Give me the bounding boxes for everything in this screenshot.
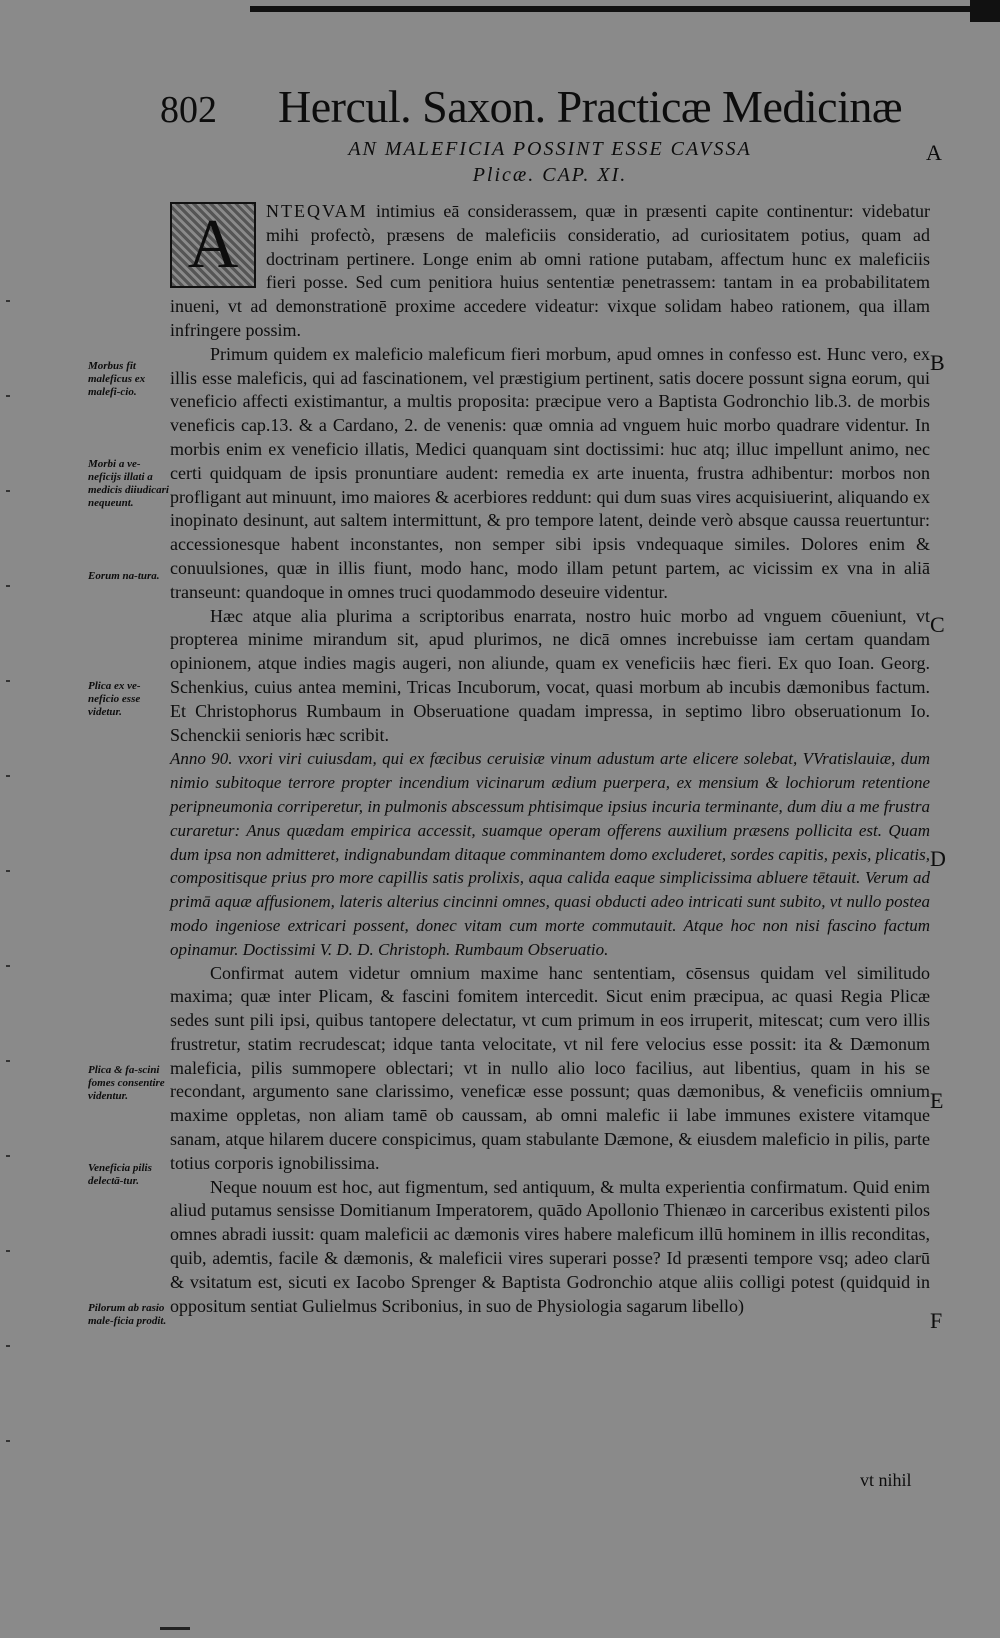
margin-note: Plica ex ve-neficio esse videtur. bbox=[88, 680, 141, 718]
margin-note: Morbus fit maleficus ex malefi-cio. bbox=[88, 360, 146, 398]
chapter-title-line1: AN MALEFICIA POSSINT ESSE CAVSSA bbox=[348, 138, 752, 160]
section-marker-c: C bbox=[930, 612, 945, 637]
margin-note: Eorum na-tura. bbox=[88, 570, 160, 582]
top-edge-rule bbox=[250, 0, 1000, 22]
section-marker-a: A bbox=[926, 140, 942, 165]
chapter-title bbox=[160, 136, 940, 188]
paragraph: Neque nouum est hoc, aut figmentum, sed antiquum, & multa experientia confirmatum. Quid enim aliud putamus sensisse Domitianum Imperatorem, quādo Apollonio Thienæo in carceribus existenti pilos omnes abradi iussit: quam maleficii ac dæmonis vires habere maleficum illū hominem in illis reconditas, quib, ademtis, facile & dæmonis, & maleficii vires superari posse? Id præsenti tempore vsq; adeo clarū & vsitatum est, sicuti ex Iacobo Sprenger & Baptista Godronchio atque aliis colligi potest (quidquid in oppositum sentiat Gulielmus Scribonius, in suo de Physiologia sagarum libello) bbox=[170, 1176, 930, 1316]
section-marker-f: F bbox=[930, 1308, 943, 1333]
paragraph bbox=[170, 200, 930, 343]
paragraph-text: intimius eā considerassem, quæ in præsenti capite continentur: videbatur mihi profectò, præsens de maleficiis consideratio, ad curiositatem potius, quam ad doctrinam pertinere. Longe enim ab omni ratione putabam, affectum hunc ex maleficiis fieri posse. Sed cum penitiora huius sententiæ penetrassem: tantam in ea probabilitatem inueni, vt ad demonstrationē proxime accedere videatur: vixque solidam habeo rationem, qua illam infringere possim. bbox=[170, 201, 930, 340]
section-marker-e: E bbox=[930, 1088, 944, 1113]
paragraph: Primum quidem ex maleficio maleficum fieri morbum, apud omnes in confesso est. Hunc vero, ex illis esse maleficis, qui ad fascinationem, vel præstigium pertinent, satis docere possunt signa eorum, qui veneficio affecti existimantur, a multis proposita: præcipue vero a Baptista Godronchio lib.3. de morbis veneficis cap.13. & a Cardano, 2. de venenis: quæ omnia ad vnguem huic morbo quadrare videntur. In morbis enim ex veneficio illatis, Medici quanquam sint doctissimi: huc atq; illuc impellunt animo, nec certi quidquam de ipsis pronuntiare audent: remedia ex arte inuenta, frustra adhibentur: morbos non profligant aut minuunt, imo maiores & acerbiores reddunt: qui dum suas vires acquisiuerint, aliquando ex inopinato desinunt, aut saltem intermittunt, & pro tempore latent, deinde verò absque caussa reuertuntur: accessionesque habent inconstantes, non semper sibi ipsis vndequaque similes. Dolores enim & conuulsiones, quæ in illis fiunt, modo hanc, modo illam petunt partem, ac vicissim ex vna in aliā transeunt: quandoque in omnes truci quodammodo deseuire videntur. bbox=[170, 343, 930, 602]
chapter-title-line2: Plicæ. CAP. XI. bbox=[472, 164, 628, 186]
section-marker-b: B bbox=[930, 350, 945, 375]
opening-word: NTEQVAM bbox=[266, 201, 368, 221]
margin-note: Morbi a ve-neficijs illati a medicis diiudicari nequeunt. bbox=[88, 458, 169, 509]
margin-note: Veneficia pilis delectā-tur. bbox=[88, 1162, 152, 1187]
paragraph: Confirmat autem videtur omnium maxime hanc sententiam, cōsensus quidam vel similitudo maxima; quæ inter Plicam, & fascini fomitem intercedit. Sicut enim præcipua, ac quasi Regia Plicæ sedes sunt pili ipsi, quibus tantopere delectatur, vt cum primum in eos irruperit, mitescat; cum vero illis frustretur, statim recrudescat; idque tanta velocitate, vt nil fere velocius esse possit: ita & Dæmonum maleficia, pilis summopere oblectari; vt in nullo alio loco facilius, aut libentius, quam in his se recondant, argumento sane clarissimo, veneficæ esse possunt; quas dæmonibus, & veneficiis omnium maxime oppletas, non aliam tamē ob caussam, ab omni malefic ii labe immunes existere vitamque sanam, atque hilarem ducere conspicimus, quam stabulante Dæmone, & eiusdem maleficio in pilis, parte totius corporis ignobilissima. bbox=[170, 962, 930, 1173]
ink-blot bbox=[970, 0, 1000, 22]
left-margin-marks bbox=[6, 260, 10, 1460]
page-number: 802 bbox=[160, 89, 217, 131]
paragraph: Hæc atque alia plurima a scriptoribus enarrata, nostro huic morbo ad vnguem cōueniunt, vt propterea minime mirandum sit, apud plurimos, ne dicā omnes increbuisse iam certam quandam opinionem, atque indies magis augeri, non aliunde, quam ex veneficiis hæc fieri. Ex quo Ioan. Georg. Schenkius, cuius antea memini, Tricas Incuborum, vocat, quasi morbum ab incubis dæmonibus factum. Et Christophorus Rumbaum in Obseruatione quadam impressa, in septimo libro obseruationum Io. Schenckii senioris hæc scribit. bbox=[170, 605, 930, 745]
body-text bbox=[170, 200, 930, 1318]
running-head: Hercul. Saxon. Practicæ Medicinæ bbox=[278, 81, 903, 132]
bottom-mark bbox=[160, 1627, 190, 1630]
section-marker-d: D bbox=[930, 846, 946, 871]
quoted-observation: Anno 90. vxori viri cuiusdam, qui ex fæcibus ceruisiæ vinum adustum arte elicere solebat, VVratislauiæ, dum nimio subitoque terrore propter incendium vicinarum ædium puerpera, ex mensium & lochiorum retentione peripneumonia corriperetur, in pulmonis abscessum phtisimque ipsius incuria terminante, dum diu a me frustra curaretur: Anus quædam empirica accessit, suamque operam offerens auxilium præsens pollicita est. Quam dum ipsa non admitteret, indignabundam ditaque comminantem domo excluderet, sordes capitis, pexis, plicatis, compositisque prius pro more capillis satis prolixis, aqua calida eaque simplicissima abluere tētauit. Verum ad primā aquæ affusionem, lateris alterius cincinni omnes, quasi obducti adeo intricati sunt subito, vt nullo postea modo ingeniose extricari possent, donec vitam cum morte commutauit. Atque hoc non nisi fascino factum opinamur. Doctissimi V. D. D. Christoph. Rumbaum Obseruatio. bbox=[170, 749, 930, 959]
page-header bbox=[160, 80, 940, 140]
margin-note: Pilorum ab rasio male-ficia prodit. bbox=[88, 1302, 167, 1327]
decorated-initial: A bbox=[170, 202, 256, 288]
margin-note: Plica & fa-scini fomes consentire videntur. bbox=[88, 1064, 165, 1102]
catchword: vt nihil bbox=[860, 1470, 912, 1490]
